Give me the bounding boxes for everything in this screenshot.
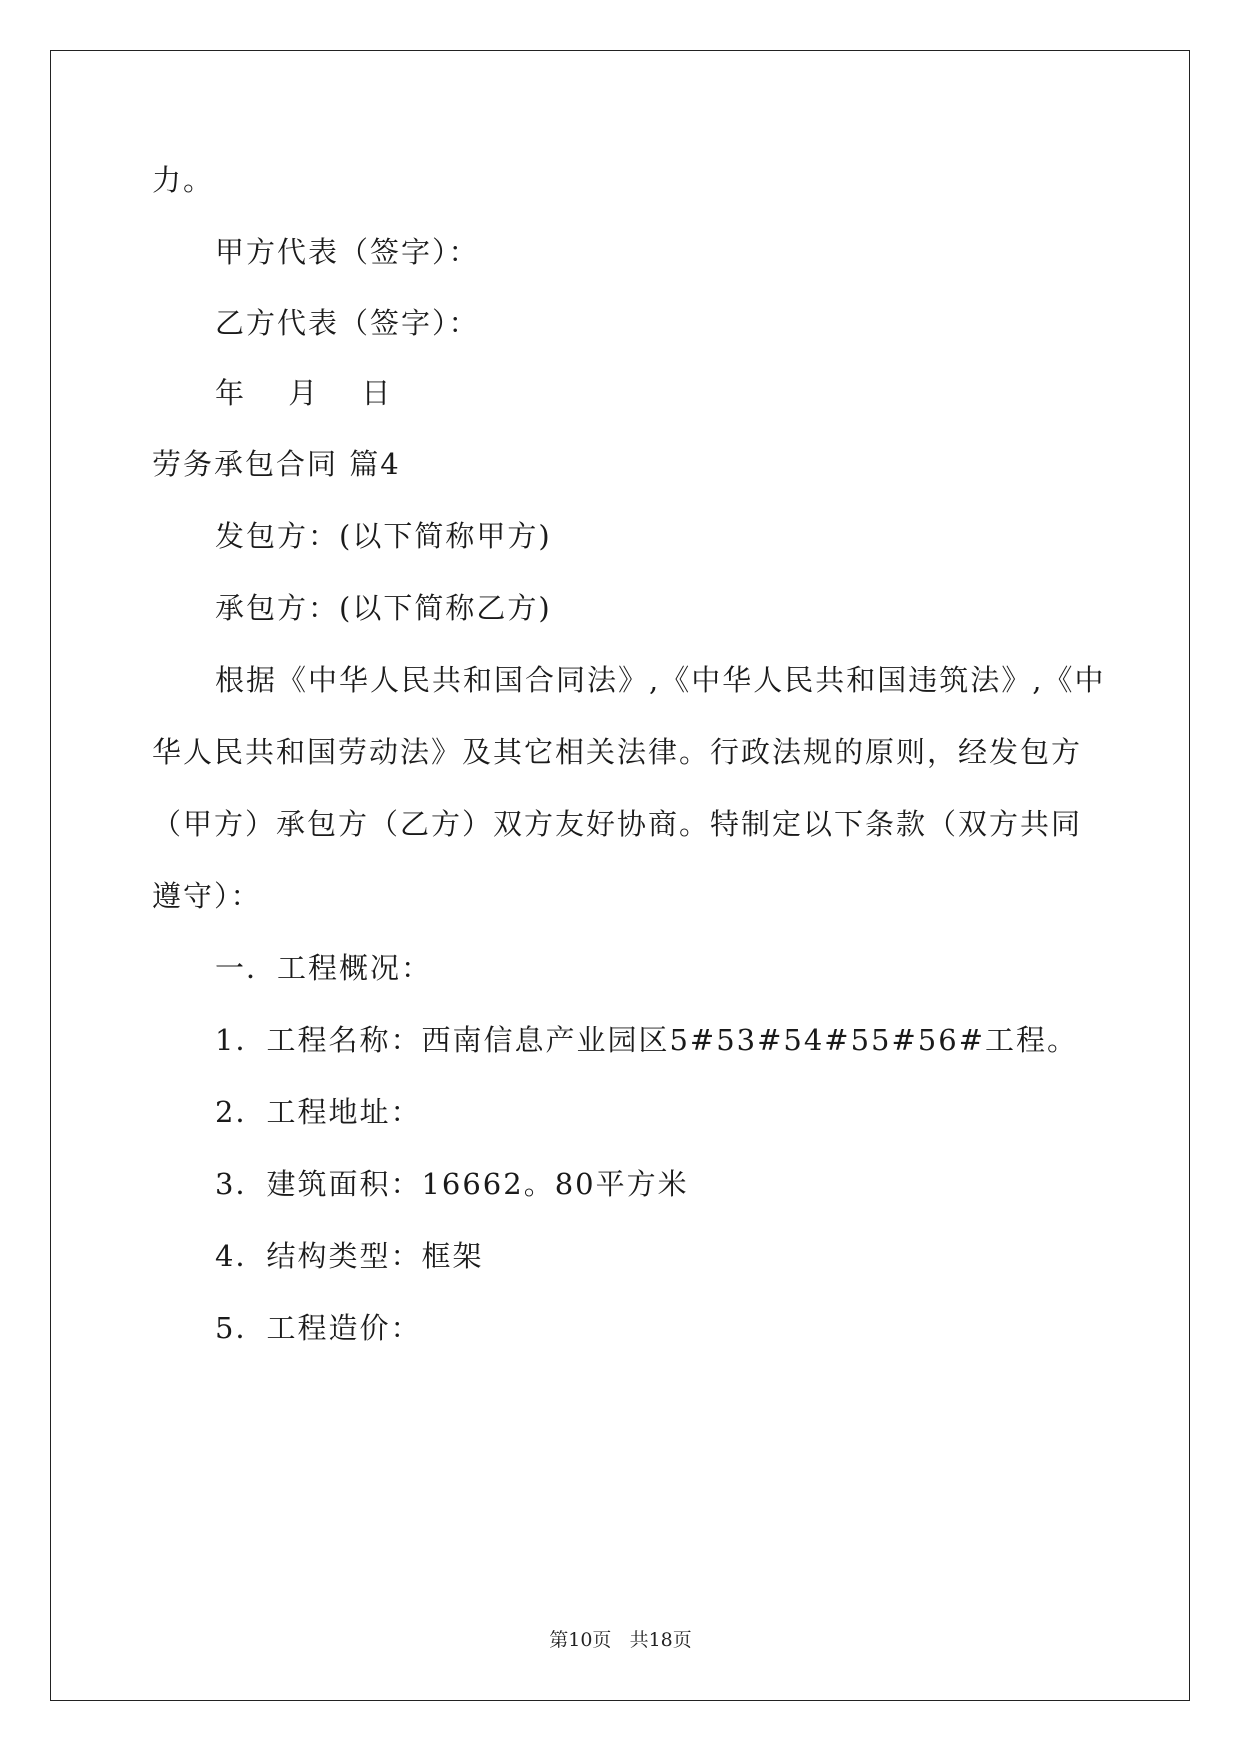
text-line: 力。	[152, 163, 215, 197]
item-project-name: 1．工程名称：西南信息产业园区5#53#54#55#56#工程。	[215, 1023, 1079, 1057]
paragraph-line: （甲方）承包方（乙方）双方友好协商。特制定以下条款（双方共同	[152, 807, 1083, 841]
total-pages: 共18页	[629, 1629, 692, 1651]
paragraph-line: 根据《中华人民共和国合同法》,《中华人民共和国违筑法》,《中	[215, 663, 1106, 697]
paragraph-line: 遵守）：	[152, 879, 262, 913]
date-line: 年 月 日	[215, 376, 393, 410]
signature-party-a: 甲方代表（签字）：	[215, 235, 480, 269]
section-title: 劳务承包合同 篇4	[152, 447, 401, 481]
item-project-address: 2．工程地址：	[215, 1095, 422, 1129]
item-structure-type: 4．结构类型：框架	[215, 1239, 484, 1273]
contractor-line: 承包方：(以下简称乙方)	[215, 591, 552, 625]
page-footer	[0, 1627, 1241, 1653]
page-number: 第10页	[549, 1629, 612, 1651]
signature-party-b: 乙方代表（签字）：	[215, 306, 480, 340]
paragraph-line: 华人民共和国劳动法》及其它相关法律。行政法规的原则，经发包方	[152, 735, 1083, 769]
employer-line: 发包方：(以下简称甲方)	[215, 519, 552, 553]
item-project-cost: 5．工程造价：	[215, 1311, 422, 1345]
heading-overview: 一．工程概况：	[215, 951, 433, 985]
item-building-area: 3．建筑面积：16662。80平方米	[215, 1167, 689, 1201]
